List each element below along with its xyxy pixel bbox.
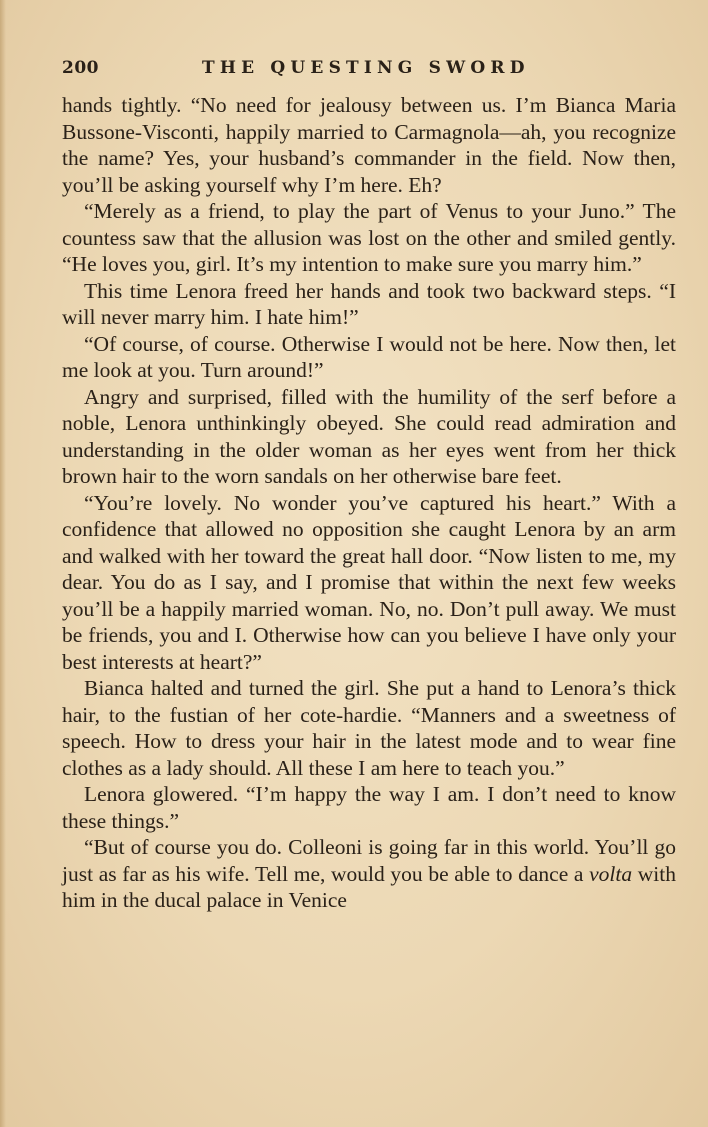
body-text (62, 92, 676, 914)
paragraph: “Of course, of course. Otherwise I would not be here. Now then, let me look at you. Turn around!” (62, 331, 676, 382)
paragraph: “Merely as a friend, to play the part of Venus to your Juno.” The countess saw that the allusion was lost on the other and smiled gently. “He loves you, girl. It’s my intention to make sure you marry him.” (62, 199, 676, 276)
page-number: 200 (62, 58, 99, 78)
paragraph: “You’re lovely. No wonder you’ve captured his heart.” With a confidence that allowed no opposition she caught Lenora by an arm and walked with her toward the great hall door. “Now listen to me, my dear. You do as I say, and I promise that within the next few weeks you’ll be a happily married woman. No, no. Don’t pull away. We must be friends, you and I. Otherwise how can you believe I have only your best interests at heart?” (62, 490, 676, 674)
paragraph-text: with him in the ducal palace in Venice (62, 861, 676, 912)
paragraph: This time Lenora freed her hands and took two backward steps. “I will never marry him. I hate him!” (62, 278, 676, 329)
paragraph (62, 834, 676, 914)
italic-word: volta (589, 861, 633, 886)
paragraph: hands tightly. “No need for jealousy between us. I’m Bianca Maria Bussone-Visconti, happily married to Carmagnola—ah, you recognize the name? Yes, your husband’s commander in the field. Now then, you’ll be asking yourself why I’m here. Eh? (62, 93, 676, 197)
book-title: THE QUESTING SWORD (202, 58, 530, 78)
paragraph: Angry and surprised, filled with the humility of the serf before a noble, Lenora unthinkingly obeyed. She could read admiration and understanding in the older woman as her eyes went from her thick brown hair to the worn sandals on her otherwise bare feet. (62, 384, 676, 488)
paragraph: Lenora glowered. “I’m happy the way I am. I don’t need to know these things.” (62, 782, 676, 833)
running-head (62, 58, 676, 82)
paragraph-text: “But of course you do. Colleoni is going far in this world. You’ll go just as far as his wife. Tell me, would you be able to dance a (62, 835, 676, 886)
paragraph: Bianca halted and turned the girl. She put a hand to Lenora’s thick hair, to the fustian of her cote-hardie. “Manners and a sweetness of speech. How to dress your hair in the latest mode and to wear fine clothes as a lady should. All these I am here to teach you.” (62, 676, 676, 780)
